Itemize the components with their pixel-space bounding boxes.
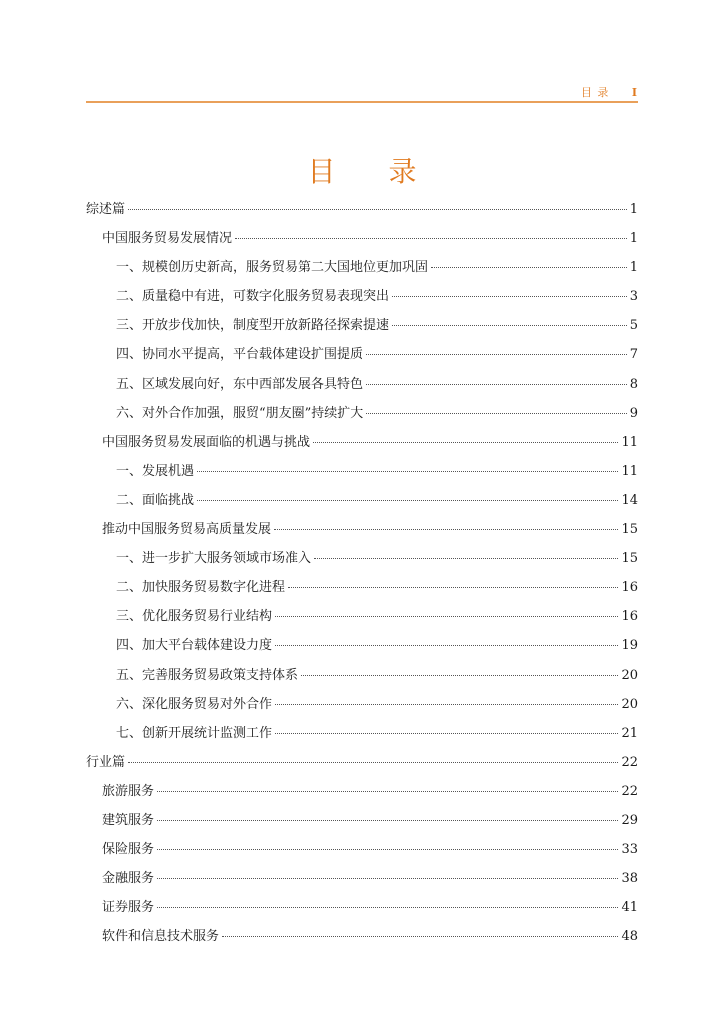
toc-entry-page-number: 1 xyxy=(629,231,638,247)
toc-entry-label: 七、创新开展统计监测工作 xyxy=(116,725,273,741)
toc-entry-page-number: 19 xyxy=(621,638,638,654)
toc-entry-label: 旅游服务 xyxy=(102,783,155,799)
table-of-contents xyxy=(86,200,638,956)
toc-entry-page-number: 11 xyxy=(621,463,638,479)
toc-entry-label: 一、发展机遇 xyxy=(116,463,195,479)
toc-entry-page-number: 3 xyxy=(629,289,638,305)
toc-entry[interactable] xyxy=(86,782,638,811)
toc-entry-page-number: 16 xyxy=(621,580,638,596)
toc-entry-label: 行业篇 xyxy=(86,754,126,770)
header-section-label: 目 录 xyxy=(580,86,610,99)
toc-dot-leader xyxy=(275,616,618,617)
toc-entry-label: 二、质量稳中有进，可数字化服务贸易表现突出 xyxy=(116,289,390,305)
toc-dot-leader xyxy=(288,587,618,588)
toc-entry-label: 五、区域发展向好，东中西部发展各具特色 xyxy=(116,376,364,392)
toc-entry-label: 三、开放步伐加快，制度型开放新路径探索提速 xyxy=(116,318,390,334)
toc-entry[interactable] xyxy=(86,666,638,695)
toc-dot-leader xyxy=(157,820,618,821)
toc-dot-leader xyxy=(366,413,626,414)
toc-entry-label: 中国服务贸易发展情况 xyxy=(102,231,233,247)
toc-entry-label: 一、进一步扩大服务领域市场准入 xyxy=(116,551,312,567)
toc-dot-leader xyxy=(157,791,618,792)
toc-entry-page-number: 15 xyxy=(621,551,638,567)
toc-entry-page-number: 14 xyxy=(621,492,638,508)
toc-dot-leader xyxy=(314,558,618,559)
toc-entry[interactable] xyxy=(86,258,638,287)
toc-entry[interactable] xyxy=(86,578,638,607)
toc-entry-label: 中国服务贸易发展面临的机遇与挑战 xyxy=(102,434,311,450)
header-divider xyxy=(86,101,638,103)
toc-entry[interactable] xyxy=(86,491,638,520)
toc-entry[interactable] xyxy=(86,433,638,462)
toc-entry-label: 保险服务 xyxy=(102,842,155,858)
toc-dot-leader xyxy=(235,238,627,239)
toc-entry-page-number: 16 xyxy=(621,609,638,625)
toc-dot-leader xyxy=(313,442,618,443)
toc-entry-label: 三、优化服务贸易行业结构 xyxy=(116,609,273,625)
toc-dot-leader xyxy=(392,296,627,297)
toc-dot-leader xyxy=(222,936,618,937)
toc-entry[interactable] xyxy=(86,200,638,229)
toc-entry-page-number: 29 xyxy=(621,812,638,828)
toc-dot-leader xyxy=(157,907,618,908)
toc-entry-page-number: 7 xyxy=(629,347,638,363)
toc-entry[interactable] xyxy=(86,695,638,724)
toc-entry-page-number: 11 xyxy=(621,434,638,450)
toc-dot-leader xyxy=(366,384,627,385)
toc-entry[interactable] xyxy=(86,811,638,840)
toc-entry[interactable] xyxy=(86,549,638,578)
toc-dot-leader xyxy=(197,500,618,501)
toc-entry[interactable] xyxy=(86,375,638,404)
toc-entry-page-number: 9 xyxy=(629,405,638,421)
toc-entry-page-number: 22 xyxy=(621,754,638,770)
toc-entry-label: 六、深化服务贸易对外合作 xyxy=(116,696,273,712)
toc-entry-label: 综述篇 xyxy=(86,202,126,217)
toc-dot-leader xyxy=(275,645,618,646)
toc-entry[interactable] xyxy=(86,724,638,753)
toc-dot-leader xyxy=(275,704,618,705)
toc-entry[interactable] xyxy=(86,462,638,491)
toc-entry-page-number: 8 xyxy=(629,376,638,392)
toc-entry-page-number: 33 xyxy=(621,842,638,858)
toc-entry[interactable] xyxy=(86,840,638,869)
running-header xyxy=(86,84,638,100)
toc-entry[interactable] xyxy=(86,607,638,636)
toc-entry-page-number: 1 xyxy=(629,260,638,276)
toc-entry-label: 一、规模创历史新高，服务贸易第二大国地位更加巩固 xyxy=(116,260,429,276)
toc-entry[interactable] xyxy=(86,345,638,374)
toc-entry[interactable] xyxy=(86,753,638,782)
toc-entry-label: 二、加快服务贸易数字化进程 xyxy=(116,580,286,596)
toc-entry-page-number: 21 xyxy=(621,725,638,741)
toc-entry-page-number: 5 xyxy=(629,318,638,334)
toc-entry-label: 软件和信息技术服务 xyxy=(102,929,220,945)
toc-entry-page-number: 20 xyxy=(621,696,638,712)
toc-entry[interactable] xyxy=(86,229,638,258)
toc-entry-label: 四、协同水平提高，平台载体建设扩围提质 xyxy=(116,347,364,363)
toc-entry-page-number: 41 xyxy=(621,900,638,916)
toc-dot-leader xyxy=(274,529,618,530)
toc-entry-page-number: 15 xyxy=(621,522,638,538)
toc-entry-page-number: 38 xyxy=(621,871,638,887)
toc-entry[interactable] xyxy=(86,636,638,665)
header-page-number: I xyxy=(631,86,638,99)
toc-entry[interactable] xyxy=(86,520,638,549)
toc-dot-leader xyxy=(392,325,627,326)
toc-dot-leader xyxy=(431,267,627,268)
toc-entry-page-number: 48 xyxy=(621,929,638,945)
toc-dot-leader xyxy=(197,471,618,472)
toc-dot-leader xyxy=(301,675,618,676)
toc-entry[interactable] xyxy=(86,869,638,898)
toc-entry-label: 六、对外合作加强，服贸“朋友圈”持续扩大 xyxy=(116,405,364,421)
toc-dot-leader xyxy=(275,733,618,734)
toc-entry[interactable] xyxy=(86,287,638,316)
toc-entry-label: 金融服务 xyxy=(102,871,155,887)
toc-entry[interactable] xyxy=(86,898,638,927)
page-title: 目 录 xyxy=(307,155,439,188)
toc-entry-page-number: 22 xyxy=(621,783,638,799)
toc-dot-leader xyxy=(157,849,618,850)
toc-entry-label: 五、完善服务贸易政策支持体系 xyxy=(116,667,299,683)
toc-entry[interactable] xyxy=(86,316,638,345)
toc-entry[interactable] xyxy=(86,404,638,433)
toc-dot-leader xyxy=(157,878,618,879)
toc-entry-label: 四、加大平台载体建设力度 xyxy=(116,638,273,654)
toc-dot-leader xyxy=(128,762,618,763)
toc-entry-label: 推动中国服务贸易高质量发展 xyxy=(102,522,272,538)
toc-entry-label: 建筑服务 xyxy=(102,812,155,828)
toc-entry[interactable] xyxy=(86,927,638,956)
toc-entry-page-number: 1 xyxy=(629,202,638,217)
toc-entry-page-number: 20 xyxy=(621,667,638,683)
toc-entry-label: 二、面临挑战 xyxy=(116,492,195,508)
toc-entry-label: 证券服务 xyxy=(102,900,155,916)
toc-dot-leader xyxy=(128,209,627,210)
toc-dot-leader xyxy=(366,354,627,355)
